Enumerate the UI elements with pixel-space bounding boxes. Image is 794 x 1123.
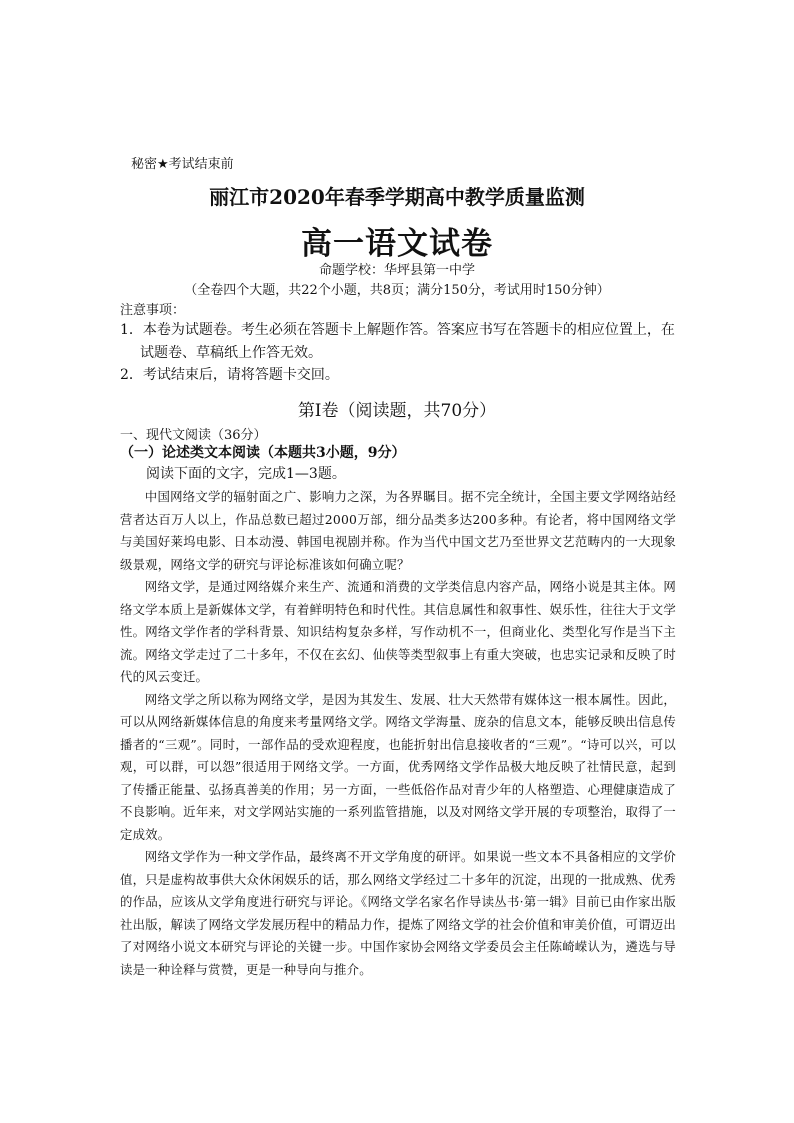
instruction: 阅读下面的文字，完成1—3题。	[146, 466, 346, 482]
paragraph-2: 网络文学，是通过网络媒介来生产、流通和消费的文学类信息内容产品，网络小说是其主体。网络文学本质上是新媒体文学，有着鲜明特色和时代性。其信息属性和叙事性、娱乐性，往往大于文学性。网络文学作者的学科背景、知识结构复杂多样，写作动机不一，但商业化、类型化写作是当下主流。网络文学走过了二十多年，不仅在玄幻、仙侠等类型叙事上有重大突破，也忠实记录和反映了时代的风云变迁。	[120, 579, 676, 684]
paragraph-1: 中国网络文学的辐射面之广、影响力之深，为各界瞩目。据不完全统计，全国主要文学网络站经营者达百万人以上，作品总数已超过2000万部，细分品类多达200多种。有论者，将中国网络文学与美国好莱坞电影、日本动漫、韩国电视剧并称。作为当代中国文艺乃至世界文艺范畴内的一大现象级景观，网络文学的研究与评论标准该如何确立呢？	[120, 489, 676, 572]
confidential-label: 秘密★考试结束前	[131, 157, 234, 172]
paragraph-4: 网络文学作为一种文学作品，最终离不开文学角度的研评。如果说一些文本不具备相应的文学价值，只是虚构故事供大众休闲娱乐的话，那么网络文学经过二十多年的沉淀，出现的一批成熟、优秀的作品，应该从文学角度进行研究与评论。《网络文学名家名作导读丛书·第一辑》目前已由作家出版社出版，解读了网络文学发展历程中的精品力作，提炼了网络文学的社会价值和审美价值，可谓迈出了对网络小说文本研究与评论的关键一步。中国作家协会网络文学委员会主任陈崎嵘认为，遴选与导读是一种诠释与赏赞，更是一种导向与推介。	[120, 849, 676, 977]
part-heading: 一、现代文阅读（36分）	[120, 428, 267, 443]
paragraph-3: 网络文学之所以称为网络文学，是因为其发生、发展、壮大天然带有媒体这一根本属性。因此，可以从网络新媒体信息的角度来考量网络文学。网络文学海量、庞杂的信息文本，能够反映出信息传播者的“三观”。同时，一部作品的受欢迎程度，也能折射出信息接收者的“三观”。“诗可以兴，可以观，可以群，可以怨”很适用于网络文学。一方面，优秀网络文学作品极大地反映了社情民意，起到了传播正能量、弘扬真善美的作用；另一方面，一些低俗作品对青少年的人格塑造、心理健康造成了不良影响。近年来，对文学网站实施的一系列监管措施，以及对网络文学开展的专项整治，取得了一定成效。	[120, 691, 676, 842]
note-item-2: 2．考试结束后，请将答题卡交回。	[120, 367, 339, 383]
note-item-1-cont: 试题卷、草稿纸上作答无效。	[140, 345, 322, 361]
section-title: 第Ⅰ卷（阅读题，共70分）	[297, 401, 497, 421]
exam-title: 丽江市2020年春季学期高中教学质量监测	[209, 185, 585, 209]
sub-heading: （一）论述类文本阅读（本题共3小题，9分）	[120, 445, 406, 461]
exam-info: （全卷四个大题，共22个小题，共8页；满分150分，考试用时150分钟）	[184, 283, 610, 298]
passage	[120, 486, 676, 981]
notes-heading: 注意事项：	[120, 303, 186, 318]
school-line: 命题学校：华坪县第一中学	[318, 263, 475, 278]
paper-title: 高一语文试卷	[301, 226, 493, 262]
note-item-1: 1．本卷为试题卷。考生必须在答题卡上解题作答。答案应书写在答题卡的相应位置上，在	[120, 322, 675, 338]
